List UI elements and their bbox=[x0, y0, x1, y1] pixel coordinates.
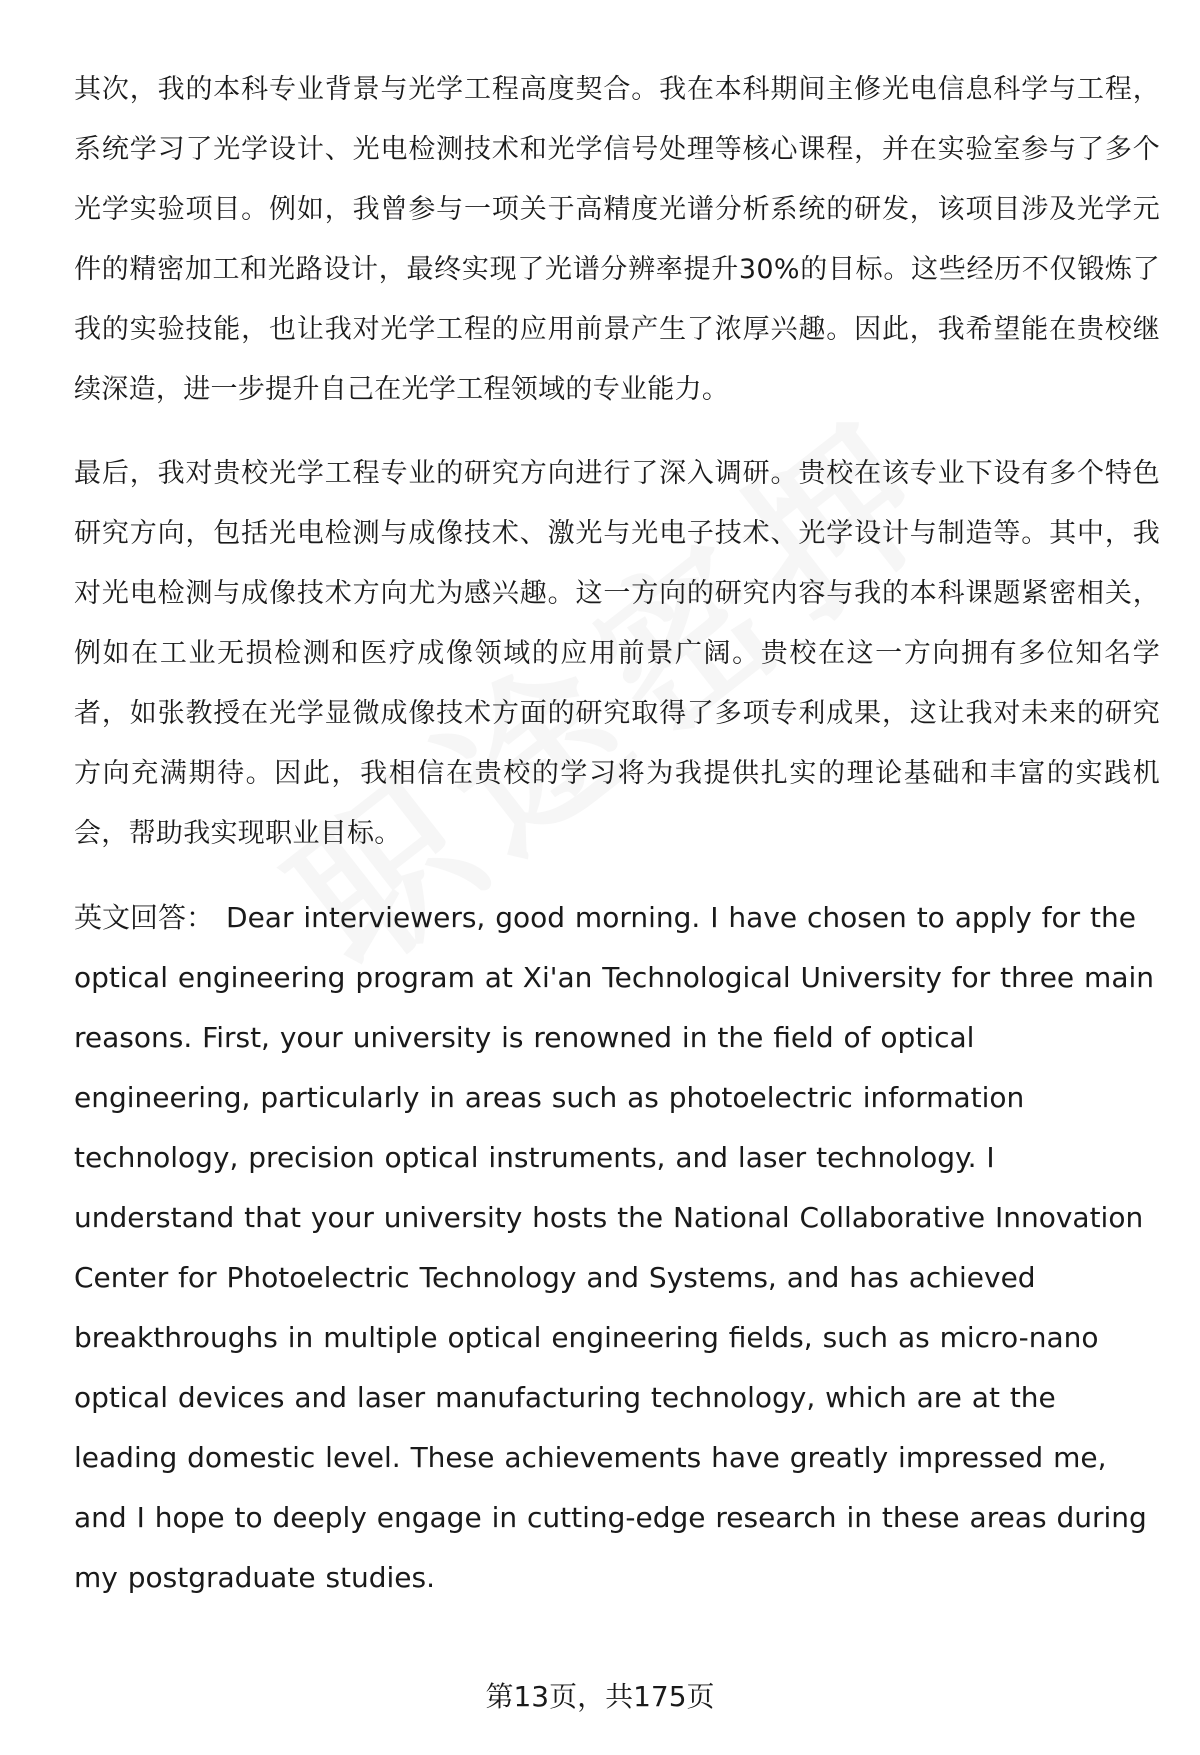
paragraph-research-direction: 最后，我对贵校光学工程专业的研究方向进行了深入调研。贵校在该专业下设有多个特色研究方向，包括光电检测与成像技术、激光与光电子技术、光学设计与制造等。其中，我对光电检测与成像技术方向尤为感兴趣。这一方向的研究内容与我的本科课题紧密相关，例如在工业无损检测和医疗成像领域的应用前景广阔。贵校在这一方向拥有多位知名学者，如张教授在光学显微成像技术方面的研究取得了多项专利成果，这让我对未来的研究方向充满期待。因此，我相信在贵校的学习将为我提供扎实的理论基础和丰富的实践机会，帮助我实现职业目标。 bbox=[74, 458, 1160, 849]
document-body bbox=[74, 60, 1160, 1632]
english-answer-label: 英文回答： bbox=[74, 901, 215, 934]
english-answer-text: Dear interviewers, good morning. I have chosen to apply for the optical engineering program at Xi'an Technological University for three main reasons. First, your university is renowned in the field of optical engineering, particularly in areas such as photoelectric information technology, precision optical instruments, and laser technology. I understand that your university hosts the National Collaborative Innovation Center for Photoelectric Technology and Systems, and has achieved breakthroughs in multiple optical engineering fields, such as micro-nano optical devices and laser manufacturing technology, which are at the leading domestic level. These achievements have greatly impressed me, and I hope to deeply engage in cutting-edge research in these areas during my postgraduate studies. bbox=[74, 901, 1155, 1594]
paragraph-english-answer bbox=[74, 888, 1160, 1608]
paragraph-background: 其次，我的本科专业背景与光学工程高度契合。我在本科期间主修光电信息科学与工程，系统学习了光学设计、光电检测技术和光学信号处理等核心课程，并在实验室参与了多个光学实验项目。例如，我曾参与一项关于高精度光谱分析系统的研发，该项目涉及光学元件的精密加工和光路设计，最终实现了光谱分辨率提升30%的目标。这些经历不仅锻炼了我的实验技能，也让我对光学工程的应用前景产生了浓厚兴趣。因此，我希望能在贵校继续深造，进一步提升自己在光学工程领域的专业能力。 bbox=[74, 74, 1160, 405]
page-number: 第13页，共175页 bbox=[485, 1680, 715, 1713]
